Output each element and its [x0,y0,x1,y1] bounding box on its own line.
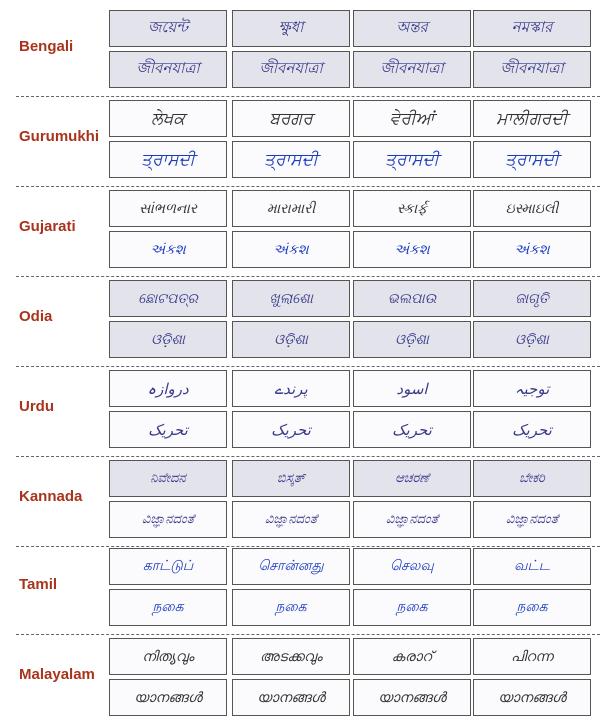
word-sample-cell [109,100,227,137]
section-divider [16,634,600,635]
word-sample-cell [109,321,227,358]
word-sample-text: ನಿವೇದನ [150,471,186,486]
word-sample-cell [473,100,591,137]
word-sample-cell [353,231,471,268]
word-sample-cell [109,10,227,47]
word-sample-cell [353,548,471,585]
word-sample-cell [109,280,227,317]
word-sample-cell [232,370,350,407]
word-sample-text: ଓଡ଼ିଶା [151,331,185,348]
word-sample-text: تحریک [512,420,552,439]
word-sample-cell [109,190,227,227]
word-sample-cell [353,501,471,538]
word-sample-text: நகை [152,598,184,615]
word-sample-cell [473,679,591,716]
script-label: Urdu [19,398,54,415]
word-sample-cell [232,501,350,538]
word-sample-text: நகை [396,598,428,615]
script-label: Malayalam [19,666,95,683]
script-label: Gurumukhi [19,128,100,145]
script-block-bengali [0,10,610,88]
word-sample-text: കരാറ് [391,648,433,665]
word-sample-cell [353,370,471,407]
word-sample-text: ಬಿಸ್ಕತ್ [277,471,305,486]
word-sample-text: ವಿಜ್ಞಾನದಂತೆ [505,512,559,527]
word-sample-text: અંકશ [394,241,430,258]
word-sample-text: دروازہ [147,379,189,398]
word-sample-cell [353,460,471,497]
section-divider [16,546,600,547]
word-sample-text: ಆಚರಣೆ [395,471,429,486]
word-sample-cell [473,638,591,675]
word-sample-text: জীবনযাত্রা [500,59,564,77]
word-sample-cell [232,548,350,585]
word-sample-text: توجیہ [514,379,550,398]
word-sample-cell [232,280,350,317]
word-sample-cell [232,411,350,448]
word-sample-cell [353,190,471,227]
word-sample-text: ਤ੍ਰਾਸਦੀ [141,149,195,170]
word-sample-cell [473,411,591,448]
word-sample-text: ವಿಜ್ಞಾನದಂತೆ [141,512,195,527]
word-sample-cell [109,679,227,716]
word-sample-text: ਮਾਲੀਗਰਦੀ [496,108,568,129]
section-divider [16,456,600,457]
word-sample-cell [353,679,471,716]
word-sample-cell [473,10,591,47]
script-label: Bengali [19,38,74,55]
word-sample-cell [473,321,591,358]
word-sample-cell [232,321,350,358]
word-sample-text: യാനങ്ങൾ [498,689,566,706]
word-sample-text: ઇસ્માઇલી [505,200,559,217]
word-sample-cell [353,51,471,88]
script-block-odia [0,280,610,358]
word-sample-text: پرندے [274,379,308,398]
word-sample-cell [473,141,591,178]
word-sample-text: ਵੇਰੀਆਂ [389,108,435,129]
word-sample-text: ଓଡ଼ିଶା [515,331,549,348]
word-sample-text: ਤ੍ਰਾਸਦੀ [385,149,439,170]
word-sample-text: অন্তর [396,18,428,36]
word-sample-cell [232,51,350,88]
word-sample-text: நகை [516,598,548,615]
word-sample-cell [353,10,471,47]
script-label: Tamil [19,576,58,593]
word-sample-cell [232,589,350,626]
script-block-gujarati [0,190,610,268]
section-divider [16,96,600,97]
word-sample-text: મારામારી [266,200,316,217]
word-sample-text: અંકશ [514,241,550,258]
section-divider [16,366,600,367]
word-sample-cell [473,460,591,497]
script-label: Odia [19,308,53,325]
word-sample-text: യാനങ്ങൾ [257,689,325,706]
word-sample-cell [353,638,471,675]
word-sample-text: নমস্কার [511,18,553,36]
word-sample-cell [232,100,350,137]
word-sample-text: நகை [275,598,307,615]
word-sample-text: અંકશ [150,241,186,258]
word-sample-text: യാനങ്ങൾ [134,689,202,706]
word-sample-text: യാനങ്ങൾ [378,689,446,706]
word-sample-text: ଓଡ଼ିଶା [395,331,429,348]
word-sample-cell [109,548,227,585]
word-sample-cell [232,638,350,675]
word-sample-text: செலவு [390,557,434,574]
script-block-kannada [0,460,610,538]
word-sample-text: સાંભળનાર [139,200,197,217]
word-sample-cell [473,280,591,317]
word-sample-cell [353,321,471,358]
word-sample-cell [109,231,227,268]
word-sample-cell [109,589,227,626]
word-sample-text: ଛୋଟପତ୍ର [138,290,198,307]
word-sample-cell [353,411,471,448]
word-sample-cell [109,638,227,675]
word-sample-cell [473,548,591,585]
script-block-tamil [0,548,610,626]
word-sample-text: காட்டுப் [142,557,194,574]
word-sample-text: ଭଲପାଉ [387,290,437,307]
script-label: Kannada [19,488,83,505]
word-sample-text: ವಿಜ್ಞಾನದಂತೆ [264,512,318,527]
word-sample-cell [109,411,227,448]
word-sample-cell [473,370,591,407]
word-sample-cell [232,679,350,716]
section-divider [16,276,600,277]
script-block-gurumukhi [0,100,610,178]
word-sample-cell [232,10,350,47]
word-sample-cell [232,141,350,178]
word-sample-text: સ્કાર્ફ [396,200,428,217]
word-sample-cell [473,190,591,227]
script-block-urdu [0,370,610,448]
word-sample-text: تحریک [148,420,188,439]
word-sample-text: અંકશ [273,241,309,258]
word-sample-text: জীবনযাত্রা [259,59,323,77]
word-sample-cell [109,501,227,538]
script-block-malayalam [0,638,610,716]
word-sample-cell [473,51,591,88]
word-sample-text: சொன்னது [258,557,324,574]
word-sample-text: জয়েন্ট [147,18,189,36]
section-divider [16,186,600,187]
word-sample-cell [232,231,350,268]
word-sample-text: ଜାଗୃତି [515,290,549,307]
word-sample-text: வட்ட [514,557,550,574]
word-sample-cell [353,280,471,317]
word-sample-cell [473,501,591,538]
word-sample-text: ଖୁଲାଶୋ [269,290,313,307]
word-sample-text: ਤ੍ਰਾਸਦੀ [505,149,559,170]
word-sample-cell [353,100,471,137]
word-sample-cell [232,460,350,497]
word-sample-cell [473,589,591,626]
word-sample-text: اسود [396,379,428,398]
word-sample-cell [109,51,227,88]
word-sample-text: ক্ষুধা [278,18,304,36]
word-sample-text: അടക്കവും [259,648,323,665]
word-sample-cell [232,190,350,227]
word-sample-text: ਤ੍ਰਾਸਦੀ [264,149,318,170]
word-sample-cell [353,141,471,178]
word-sample-text: നിത്യവും [142,648,194,665]
word-sample-cell [109,141,227,178]
word-sample-text: ಬೇಕರಿ [519,471,545,486]
word-sample-text: ವಿಜ್ಞಾನದಂತೆ [385,512,439,527]
word-sample-text: പിറന്ന [511,648,553,665]
word-sample-cell [109,370,227,407]
word-sample-text: জীবনযাত্রা [136,59,200,77]
word-sample-cell [353,589,471,626]
word-sample-text: ਲੇਖਕ [151,108,185,129]
word-sample-text: ଓଡ଼ିଶା [274,331,308,348]
word-sample-cell [109,460,227,497]
word-sample-text: تحریک [392,420,432,439]
word-sample-cell [473,231,591,268]
word-sample-text: জীবনযাত্রা [380,59,444,77]
word-sample-text: تحریک [271,420,311,439]
word-sample-text: ਬਰਗਰ [269,108,313,129]
script-label: Gujarati [19,218,76,235]
